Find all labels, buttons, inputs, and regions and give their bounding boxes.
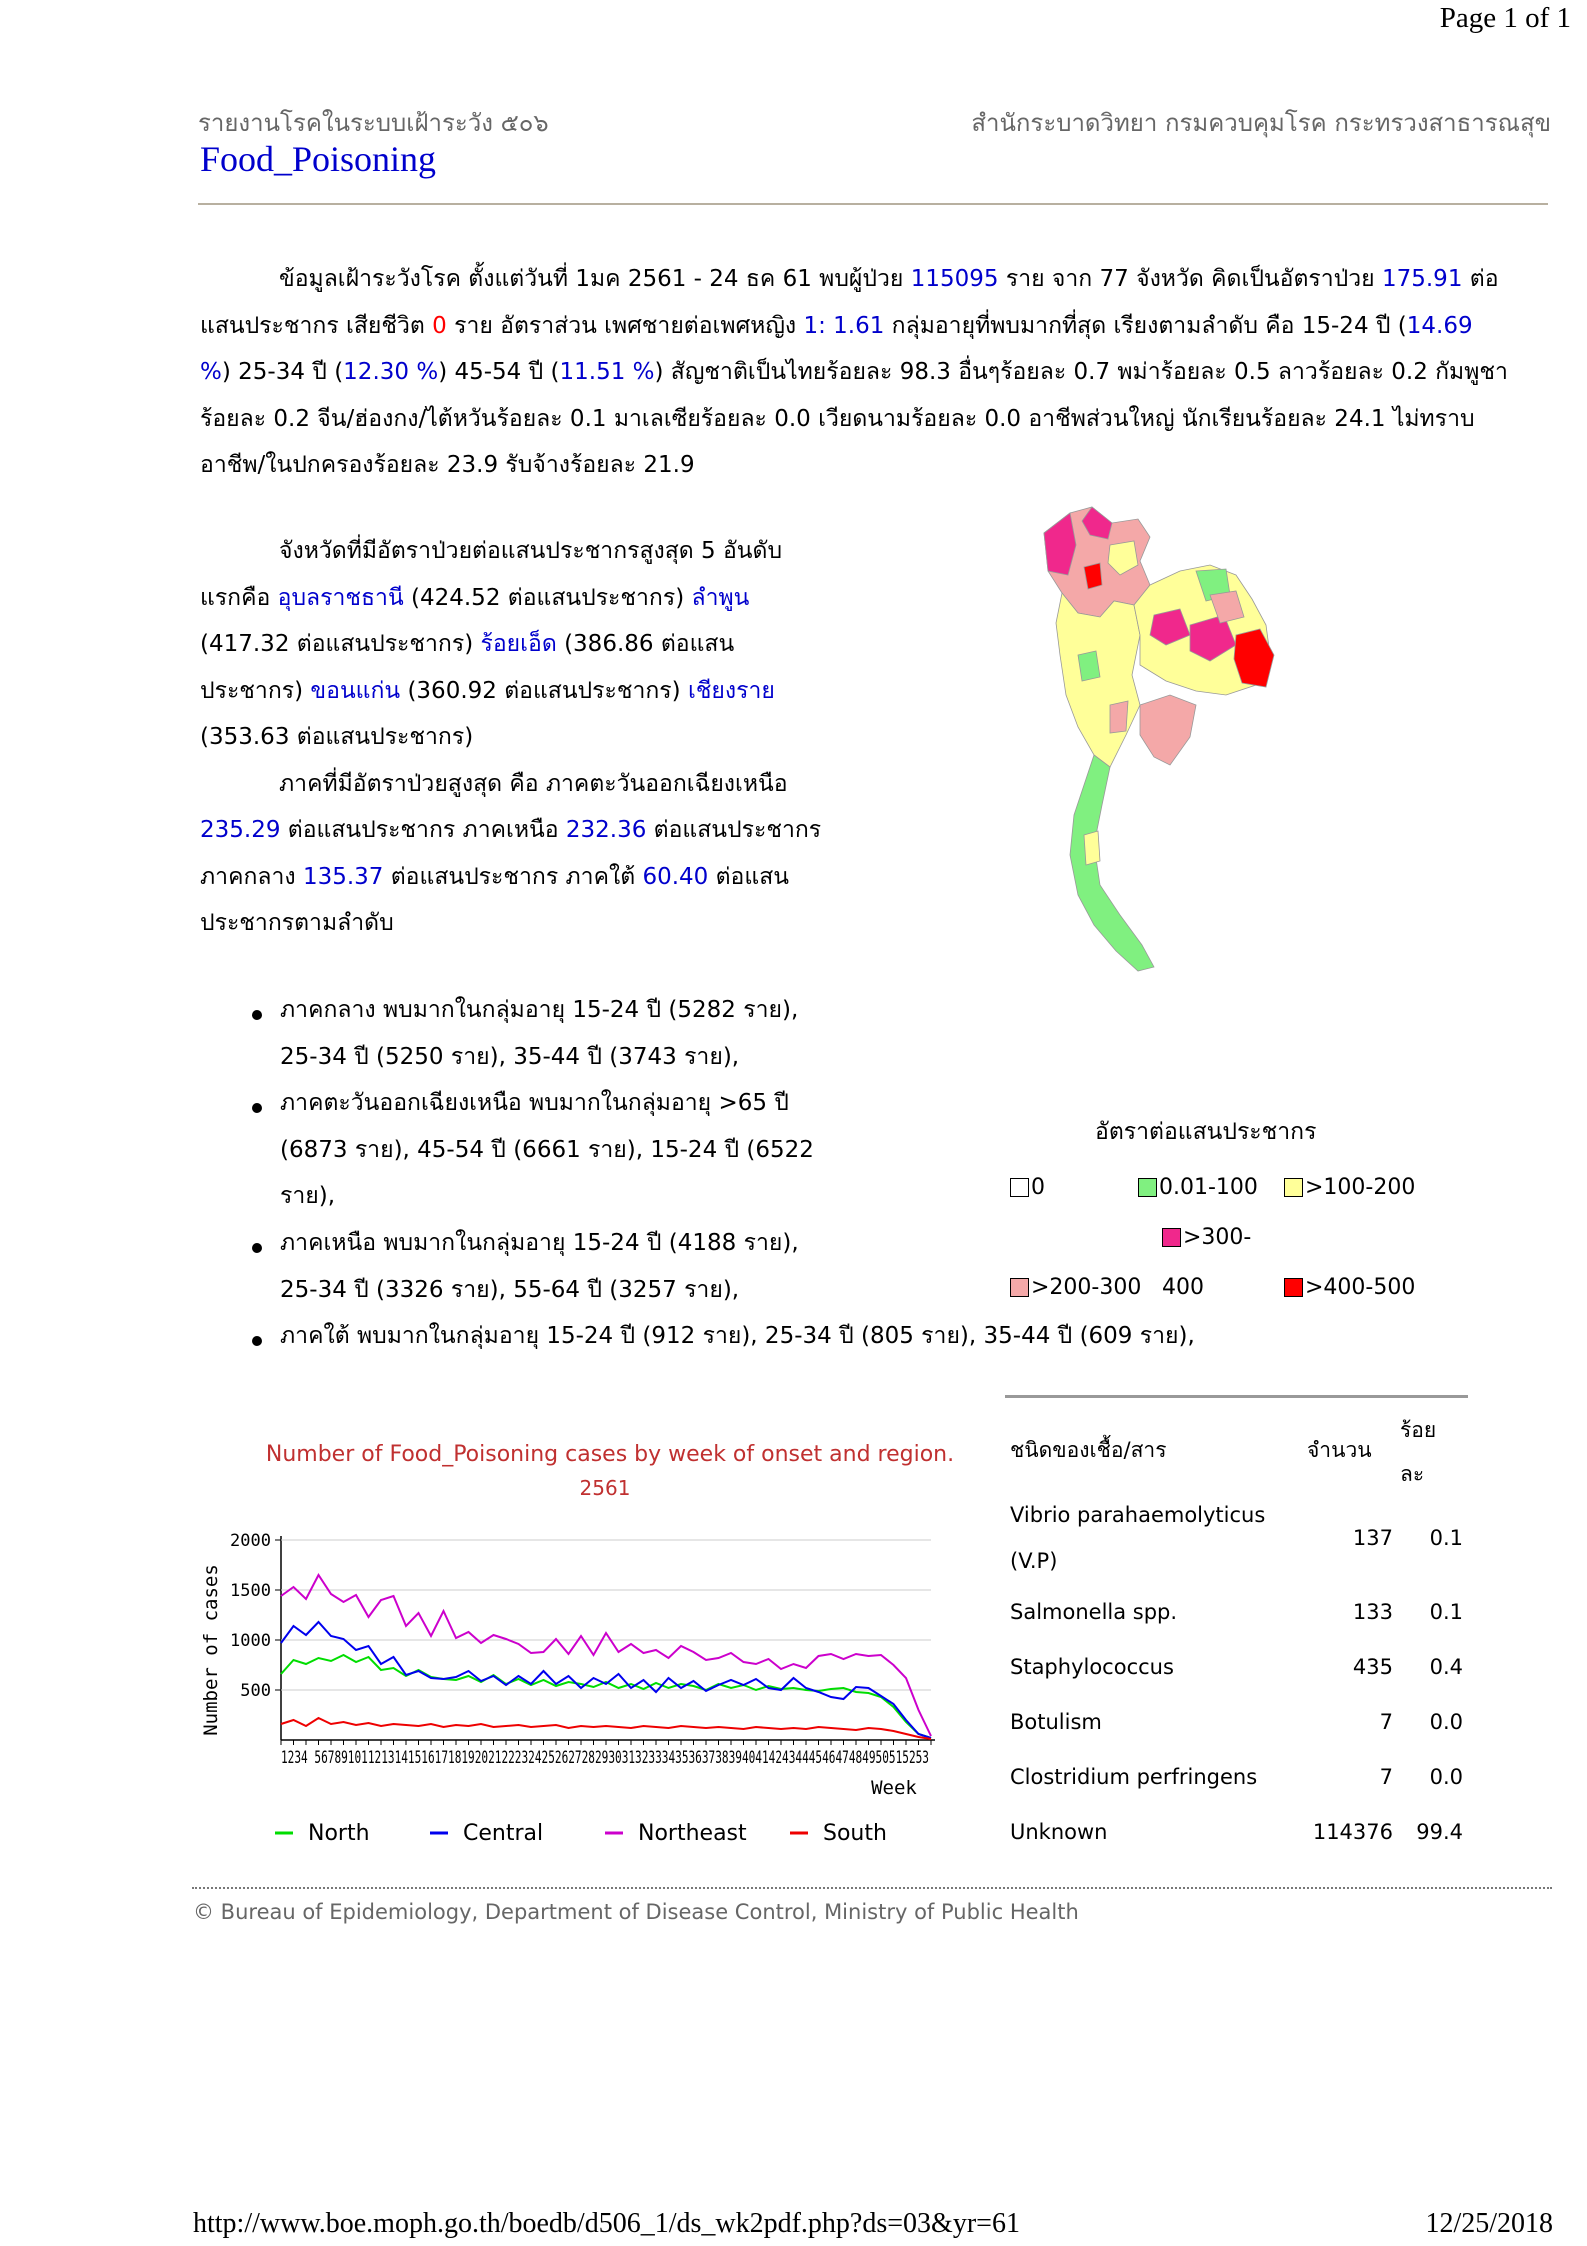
chart-subtitle: 2561 xyxy=(579,1476,631,1500)
table-row xyxy=(1005,1586,1468,1641)
chart-ytick-label: 1500 xyxy=(230,1581,271,1601)
row-pct: 0.0 xyxy=(1429,1765,1463,1789)
bullet-central: ภาคกลาง พบมากในกลุ่มอายุ 15-24 ปี (5282 ราย), 25-34 ปี (5250 ราย), 35-44 ปี (3743 ราย), xyxy=(280,997,799,1070)
legend-swatch-icon xyxy=(1162,1228,1181,1247)
legend-item-4: >300-400 xyxy=(1162,1225,1252,1300)
row-count: 133 xyxy=(1352,1600,1393,1624)
province-link-4[interactable]: ขอนแก่น xyxy=(310,677,401,704)
bullet-icon xyxy=(252,1336,262,1346)
map-legend xyxy=(1010,1163,1430,1313)
map-region-central xyxy=(1056,593,1140,767)
legend-label: Central xyxy=(463,1821,544,1846)
series-line-northeast xyxy=(281,1575,931,1736)
row-agent: Salmonella spp. xyxy=(1010,1600,1178,1624)
legend-swatch-icon xyxy=(1010,1278,1029,1297)
table-header xyxy=(1005,1400,1468,1490)
row-pct: 0.1 xyxy=(1429,1600,1463,1624)
row-count: 137 xyxy=(1352,1526,1393,1550)
header-pct: ร้อย ละ xyxy=(1400,1418,1437,1486)
legend-item-1: 0.01-100 xyxy=(1138,1163,1284,1213)
copyright: © Bureau of Epidemiology, Department of Disease Control, Ministry of Public Health xyxy=(193,1900,1079,1924)
legend-south xyxy=(790,1821,887,1846)
row-agent: Unknown xyxy=(1010,1820,1108,1844)
map-province-central-pink xyxy=(1110,701,1128,733)
chart-ytick-label: 500 xyxy=(240,1681,271,1701)
map-region-south xyxy=(1070,755,1154,971)
table-row xyxy=(1005,1751,1468,1806)
province-link-3[interactable]: ร้อยเอ็ด xyxy=(480,631,557,657)
legend-swatch-icon xyxy=(1138,1178,1157,1197)
legend-swatch-icon xyxy=(1284,1178,1303,1197)
table-row xyxy=(1005,1641,1468,1696)
page-number: Page 1 of 1 xyxy=(1439,2,1571,34)
row-pct: 0.0 xyxy=(1429,1710,1463,1734)
province-link-1[interactable]: อุบลราชธานี xyxy=(277,584,404,611)
series-line-south xyxy=(281,1718,931,1739)
series-line-central xyxy=(281,1622,931,1738)
report-title: รายงานโรคในระบบเฝ้าระวัง ๕๐๖ xyxy=(198,109,549,137)
map-legend-title: อัตราต่อแสนประชากร xyxy=(1095,1119,1317,1145)
table-row xyxy=(1005,1490,1468,1586)
table-top-rule xyxy=(1005,1395,1468,1398)
legend-label: North xyxy=(308,1821,370,1846)
legend-item-3: >200-300 xyxy=(1010,1263,1162,1313)
row-agent: Staphylococcus xyxy=(1010,1655,1174,1679)
row-pct: 99.4 xyxy=(1416,1820,1463,1844)
row-agent: Botulism xyxy=(1010,1710,1102,1734)
print-date: 12/25/2018 xyxy=(1425,2208,1553,2239)
row-pct: 0.1 xyxy=(1429,1526,1463,1550)
province-link-5[interactable]: เชียงราย xyxy=(687,677,775,704)
chart-title: Number of Food_Poisoning cases by week of onset and region. xyxy=(265,1442,955,1467)
legend-label: South xyxy=(823,1821,887,1846)
disease-title: Food_Poisoning xyxy=(200,139,437,179)
page-url[interactable]: http://www.boe.moph.go.th/boedb/d506_1/ds_wk2pdf.php?ds=03&yr=61 xyxy=(193,2208,1020,2239)
bullet-north: ภาคเหนือ พบมากในกลุ่มอายุ 15-24 ปี (4188 ราย), 25-34 ปี (3326 ราย), 55-64 ปี (3257 ราย), xyxy=(280,1230,799,1303)
legend-central xyxy=(430,1821,543,1846)
footer-divider xyxy=(192,1887,1552,1889)
legend-item-0: 0 xyxy=(1010,1163,1138,1213)
table-row xyxy=(1005,1696,1468,1751)
legend-northeast xyxy=(605,1821,747,1846)
row-count: 7 xyxy=(1379,1765,1393,1789)
province-link-2[interactable]: ลำพูน xyxy=(691,584,750,611)
row-agent: Vibrio parahaemolyticus (V.P) xyxy=(1010,1503,1266,1573)
thailand-map xyxy=(1030,505,1300,975)
agency-name: สำนักระบาดวิทยา กรมควบคุมโรค กระทรวงสาธารณสุข xyxy=(971,109,1551,137)
bullet-icon xyxy=(252,1243,262,1253)
table-row xyxy=(1005,1806,1468,1861)
header-count: จำนวน xyxy=(1307,1438,1372,1462)
legend-north xyxy=(275,1821,370,1846)
map-province-central-green xyxy=(1078,651,1100,681)
legend-label: Northeast xyxy=(638,1821,747,1846)
bullet-icon xyxy=(252,1010,262,1020)
legend-item-5: >400-500 xyxy=(1284,1263,1415,1313)
row-count: 114376 xyxy=(1312,1820,1393,1844)
bullet-icon xyxy=(252,1103,262,1113)
province-paragraph: จังหวัดที่มีอัตราป่วยต่อแสนประชากรสูงสุด 5 อันดับ แรกคือ อุบลราชธานี (424.52 ต่อแสนประชากร) ลำพูน (417.32 ต่อแสนประชากร) ร้อยเอ็ด (386.86 ต่อแสน ประชากร) ขอนแก่น (360.92 ต่อแสนประชากร) เชียงราย (353.63 ต่อแสนประชากร) ภาคที่มีอัตราป่วยสูงสุด คือ ภาคตะวันออกเฉียงเหนือ 235.29 ต่อแสนประชากร ภาคเหนือ 232.36 ต่อแสนประชากร ภาคกลาง 135.37 ต่อแสนประชากร ภาคใต้ 60.40 ต่อแสน ประชากรตามลำดับ xyxy=(200,538,822,936)
agent-table xyxy=(1005,1400,1468,1861)
chart-ytick-label: 1000 xyxy=(230,1631,271,1651)
chart-ytick-label: 2000 xyxy=(230,1531,271,1551)
weekly-cases-chart xyxy=(195,1430,1005,1870)
row-agent: Clostridium perfringens xyxy=(1010,1765,1258,1789)
row-pct: 0.4 xyxy=(1429,1655,1463,1679)
summary-paragraph: ข้อมูลเฝ้าระวังโรค ตั้งแต่วันที่ 1มค 2561 - 24 ธค 61 พบผู้ป่วย 115095 ราย จาก 77 จังหวัด คิดเป็นอัตราป่วย 175.91 ต่อ แสนประชากร เสียชีวิต 0 ราย อัตราส่วน เพศชายต่อเพศหญิง 1: 1.61 กลุ่มอายุที่พบมากที่สุด เรียงตามลำดับ คือ 15-24 ปี (14.69 %) 25-34 ปี (12.30 %) 45-54 ปี (11.51 %) สัญชาติเป็นไทยร้อยละ 98.3 อื่นๆร้อยละ 0.7 พม่าร้อยละ 0.5 ลาวร้อยละ 0.2 กัมพูชา ร้อยละ 0.2 จีน/ฮ่องกง/ไต้หวันร้อยละ 0.1 มาเลเซียร้อยละ 0.0 เวียดนามร้อยละ 0.0 อาชีพส่วนใหญ่ นักเรียนร้อยละ 24.1 ไม่ทราบ อาชีพ/ในปกครองร้อยละ 23.9 รับจ้างร้อยละ 21.9 xyxy=(200,266,1508,478)
bullet-south: ภาคใต้ พบมากในกลุ่มอายุ 15-24 ปี (912 ราย), 25-34 ปี (805 ราย), 35-44 ปี (609 ราย), xyxy=(280,1323,1195,1349)
chart-ylabel: Number of cases xyxy=(200,1564,222,1736)
legend-swatch-icon xyxy=(1284,1278,1303,1297)
map-region-east xyxy=(1140,695,1196,765)
legend-item-2: >100-200 xyxy=(1284,1163,1415,1213)
chart-xtick-labels: 1234 56789101121314151617181920212223242526272829303132333435363738394041424344454647484950515253 xyxy=(281,1748,929,1768)
header-divider xyxy=(198,203,1548,205)
legend-swatch-icon xyxy=(1010,1178,1029,1197)
row-count: 7 xyxy=(1379,1710,1393,1734)
header-agent: ชนิดของเชื้อ/สาร xyxy=(1010,1438,1167,1462)
chart-xlabel: Week xyxy=(871,1777,917,1799)
row-count: 435 xyxy=(1352,1655,1393,1679)
bullet-northeast: ภาคตะวันออกเฉียงเหนือ พบมากในกลุ่มอายุ >65 ปี (6873 ราย), 45-54 ปี (6661 ราย), 15-24 ปี (6522 ราย), xyxy=(280,1090,814,1209)
map-province-south-yellow xyxy=(1084,831,1100,865)
